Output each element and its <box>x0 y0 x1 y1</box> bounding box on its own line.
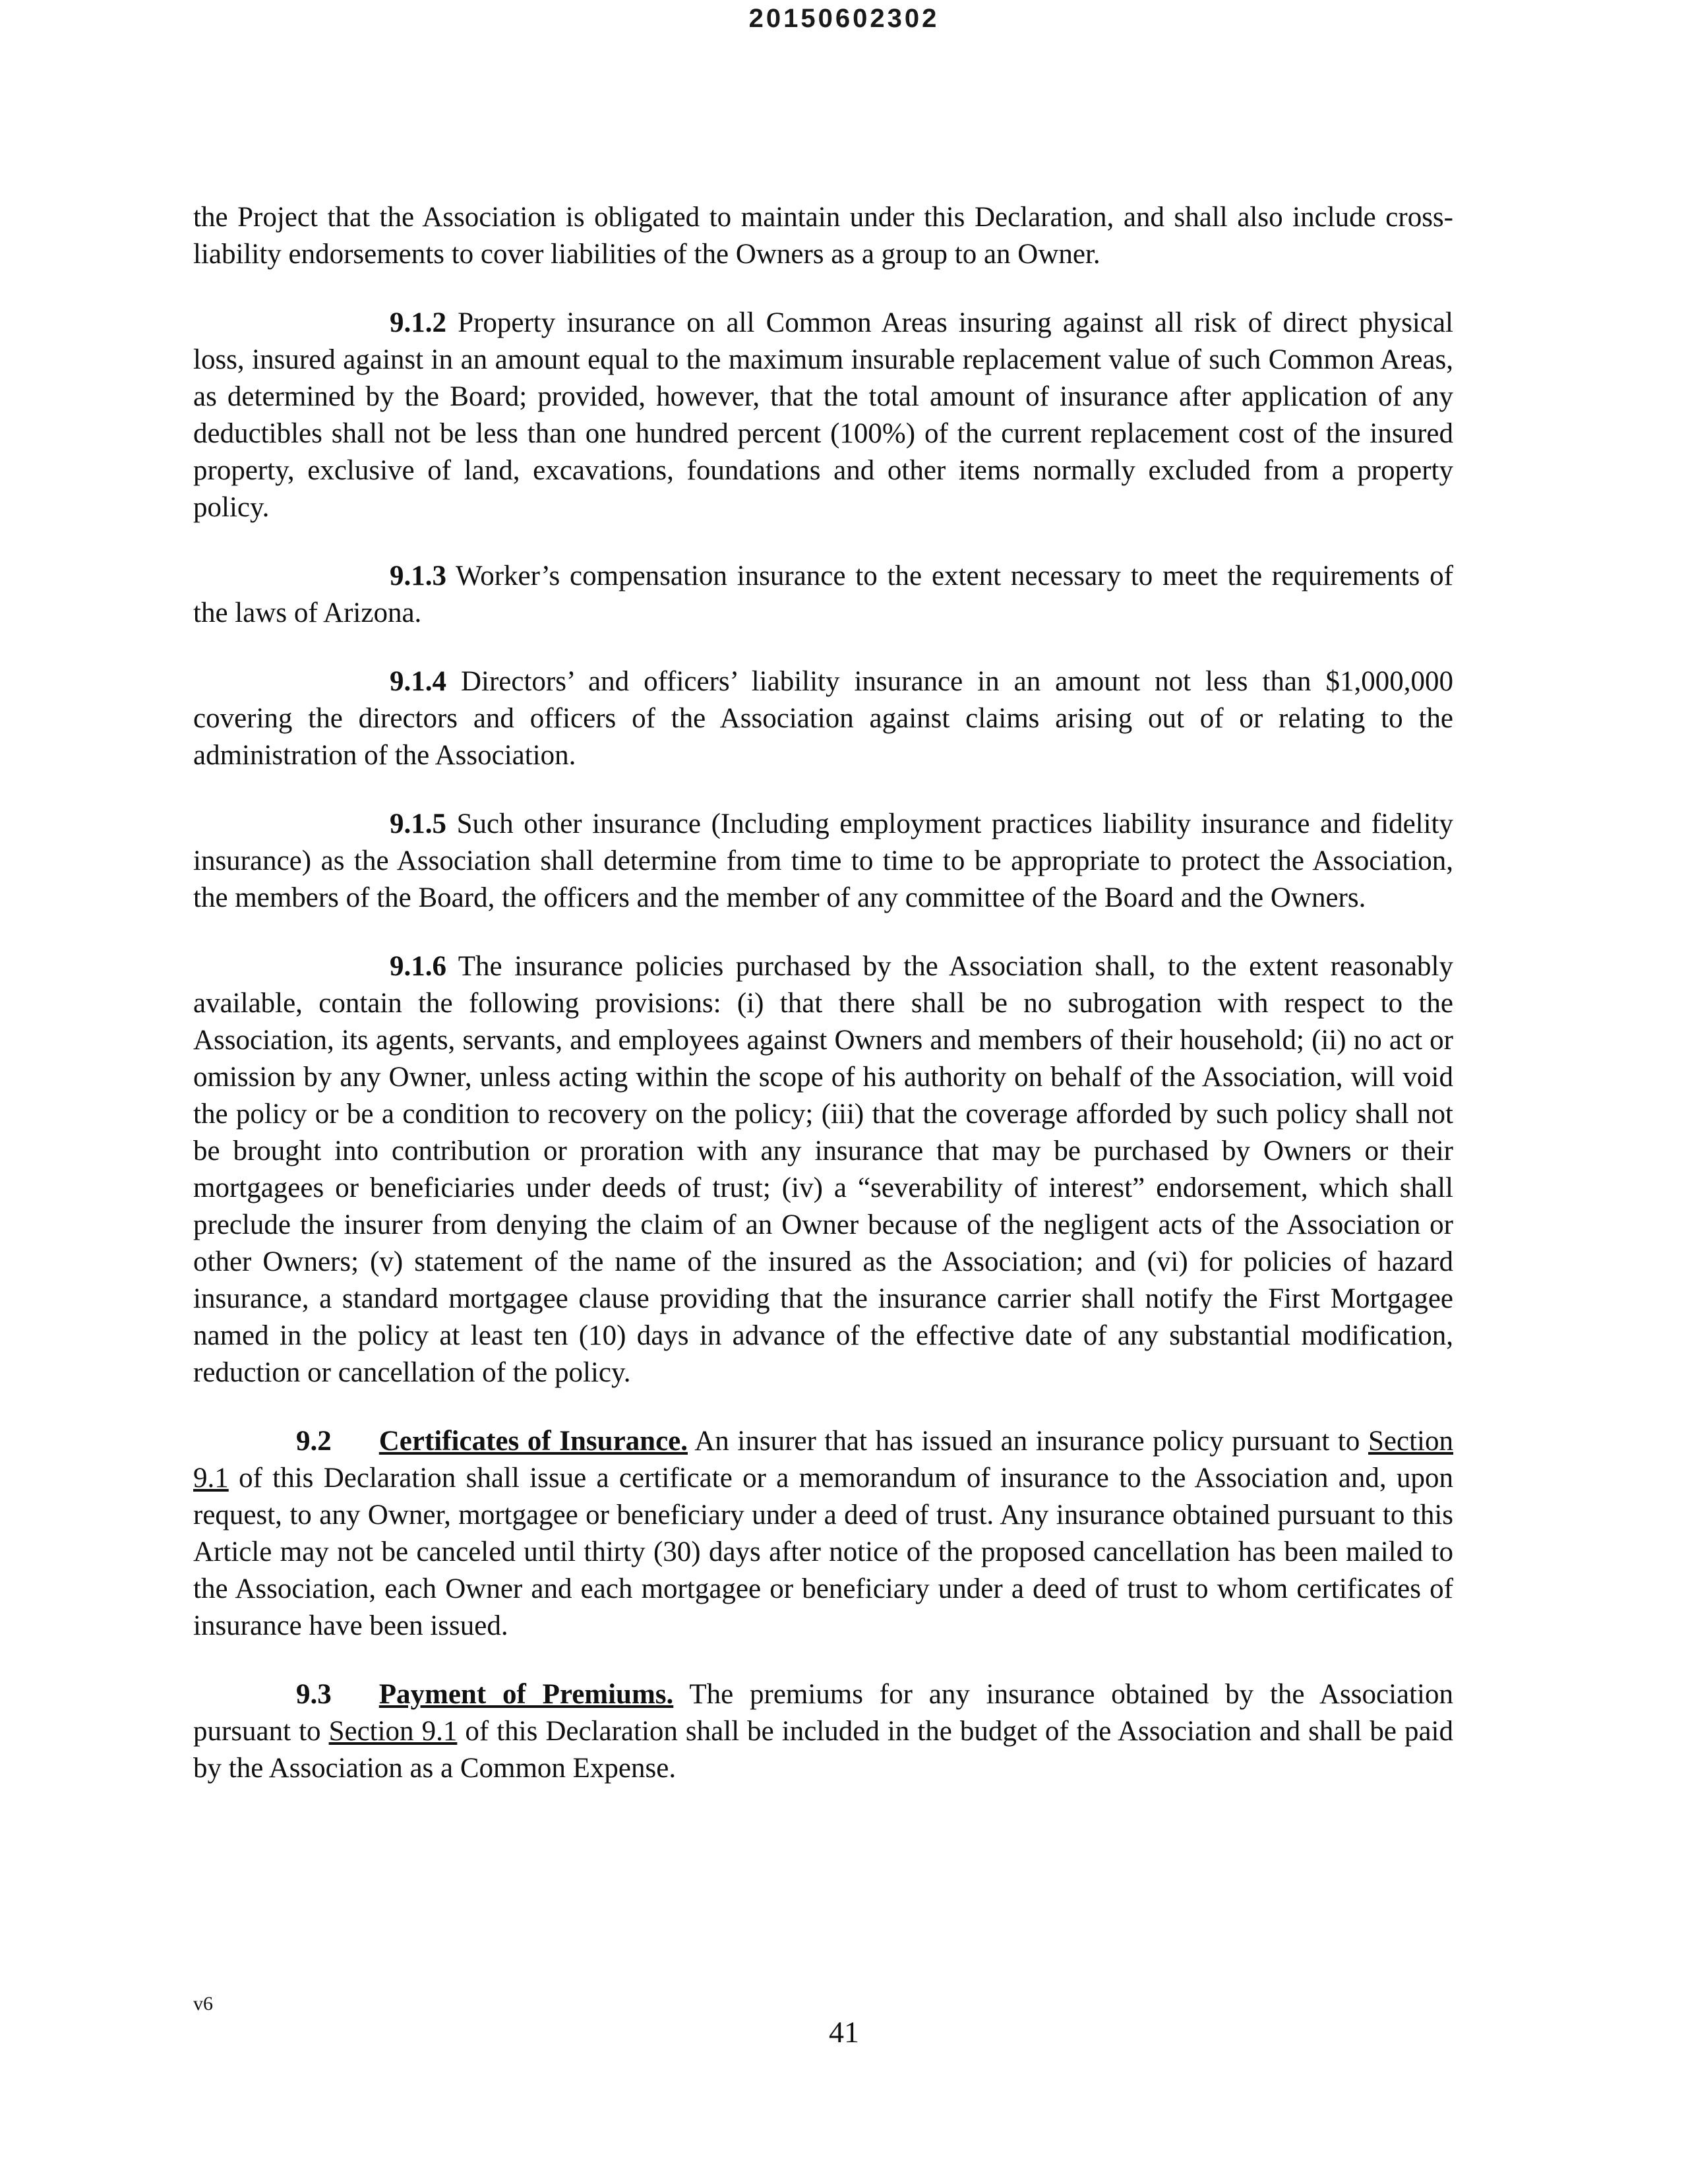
paragraph-text: of this Declaration shall issue a certificate or a memorandum of insurance to the Association and, upon request, to any Owner, mortgagee or beneficiary under a deed of trust. Any insurance obtained pursuant to this Article may not be canceled until thirty (30) days after notice of the proposed cancellation has been mailed to the Association, each Owner and each mortgagee or beneficiary under a deed of trust to whom certificates of insurance have been issued. <box>193 1463 1453 1641</box>
paragraph-text: Such other insurance (Including employment practices liability insurance and fidelity insurance) as the Association shall determine from time to time to be appropriate to protect the Association, the members of the Board, the officers and the member of any committee of the Board and the Owners. <box>193 808 1453 913</box>
paragraph-9-1-2 <box>193 305 1453 526</box>
section-heading: Payment of Premiums. <box>378 1679 674 1710</box>
document-body <box>193 199 1453 1787</box>
paragraph-text: An insurer that has issued an insurance policy pursuant to <box>688 1426 1368 1457</box>
section-number: 9.1.2 <box>390 307 446 338</box>
paragraph-9-1-4 <box>193 663 1453 774</box>
paragraph-9-1-3 <box>193 558 1453 632</box>
paragraph-continuation <box>193 199 1453 273</box>
page-number: 41 <box>829 2015 859 2049</box>
version-label: v6 <box>193 1993 213 2015</box>
paragraph-9-2 <box>193 1423 1453 1645</box>
paragraph-text: The insurance policies purchased by the Association shall, to the extent reasonably available, contain the following provisions: (i) that there shall be no subrogation with respect to the Association, its agents, servants, and employees against Owners and members of their household; (ii) no act or omission by any Owner, unless acting within the scope of his authority on behalf of the Association, will void the policy or be a condition to recovery on the policy; (iii) that the coverage afforded by such policy shall not be brought into contribution or proration with any insurance that may be purchased by Owners or their mortgagees or beneficiaries under deeds of trust; (iv) a “severability of interest” endorsement, which shall preclude the insurer from denying the claim of an Owner because of the negligent acts of the Association or other Owners; (v) statement of the name of the insured as the Association; and (vi) for policies of hazard insurance, a standard mortgagee clause providing that the insurance carrier shall notify the First Mortgagee named in the policy at least ten (10) days in advance of the effective date of any substantial modification, reduction or cancellation of the policy. <box>193 951 1453 1388</box>
section-number: 9.1.5 <box>390 808 446 839</box>
section-reference-link: Section 9.1 <box>193 1426 1453 1494</box>
paragraph-9-3 <box>193 1676 1453 1787</box>
paragraph-text: Property insurance on all Common Areas insuring against all risk of direct physical loss, insured against in an amount equal to the maximum insurable replacement value of such Common Areas, as determined by the Board; provided, however, that the total amount of insurance after application of any deductibles shall not be less than one hundred percent (100%) of the current replacement cost of the insured property, exclusive of land, excavations, foundations and other items normally excluded from a property policy. <box>193 307 1453 523</box>
paragraph-text: The premiums for any insurance obtained by the Association pursuant to <box>193 1679 1453 1747</box>
section-number: 9.1.4 <box>390 666 446 697</box>
paragraph-9-1-5 <box>193 806 1453 917</box>
section-reference-link: Section 9.1 <box>328 1716 458 1747</box>
paragraph-text: the Project that the Association is obligated to maintain under this Declaration, and shall also include cross-liability endorsements to cover liabilities of the Owners as a group to an Owner. <box>193 202 1453 270</box>
section-heading: Certificates of Insurance. <box>378 1426 688 1457</box>
paragraph-text: of this Declaration shall be included in the budget of the Association and shall be paid by the Association as a Common Expense. <box>193 1716 1453 1784</box>
section-number: 9.2 <box>296 1426 332 1457</box>
document-number: 20150602302 <box>748 4 940 33</box>
section-number: 9.1.3 <box>390 561 446 592</box>
section-number: 9.3 <box>296 1679 332 1710</box>
paragraph-text: Directors’ and officers’ liability insurance in an amount not less than $1,000,000 covering the directors and officers of the Association against claims arising out of or relating to the administration of the Association. <box>193 666 1453 771</box>
paragraph-text: Worker’s compensation insurance to the extent necessary to meet the requirements of the laws of Arizona. <box>193 561 1453 628</box>
section-number: 9.1.6 <box>390 951 446 982</box>
paragraph-9-1-6 <box>193 948 1453 1391</box>
